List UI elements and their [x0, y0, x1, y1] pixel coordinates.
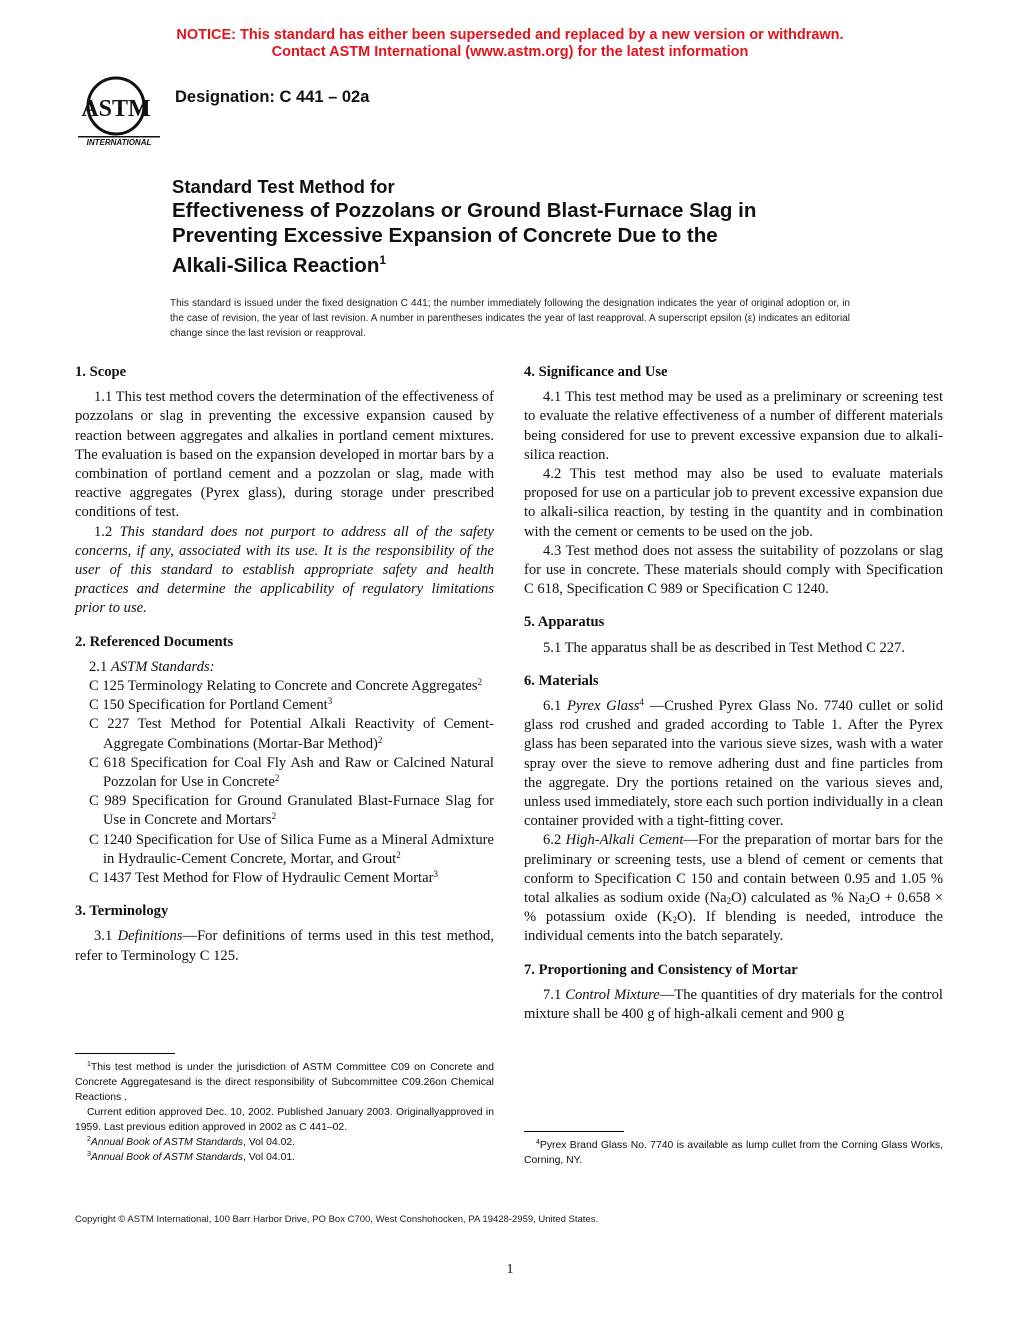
copyright-line: Copyright © ASTM International, 100 Barr Harbor Drive, PO Box C700, West Conshohocken, PA 19428-2959, United States.: [75, 1214, 599, 1225]
section-heading: 6. Materials: [524, 672, 599, 689]
defined-term: Control Mixture: [565, 986, 660, 1003]
reference-text: C 1437 Test Method for Flow of Hydraulic Cement Mortar: [89, 870, 434, 887]
section-proportioning: [524, 961, 943, 1025]
footnote: [75, 1150, 494, 1165]
footnote-mark: 4: [536, 1139, 540, 1146]
title-line-4: Alkali-Silica Reaction: [172, 254, 380, 277]
section-significance: [524, 363, 943, 599]
footnote-mark: 2: [377, 734, 383, 745]
paragraph-text: —Crushed Pyrex Glass No. 7740 cullet or solid glass rod crushed and graded according to Table 1. After the Pyrex glass has been separated into the various sieve sizes, wash with a water spray over the sieve to remove adhering dust and fine particles from the aggregate. Dry the portions retained on the various sieves and, unless used immediately, store each such portion individually in a clean container provided with a tight-fitting cover.: [524, 698, 943, 830]
footnote-mark: 2: [271, 811, 277, 822]
reference-text: C 1240 Specification for Use of Silica Fume as a Mineral Admixture in Hydraulic-Cement Concrete, Mortar, and Grout: [89, 831, 494, 867]
footnote-mark: 2: [477, 677, 483, 688]
section-heading: 3. Terminology: [75, 903, 169, 920]
logo-letters: ASTM: [81, 96, 151, 122]
footnotes-left: [75, 1053, 494, 1165]
paragraph-text: —For definitions of terms used in this test method, refer to Terminology C 125.: [75, 928, 494, 964]
footnote-mark: 2: [396, 849, 401, 860]
paragraph: 4.2 This test method may also be used to evaluate materials proposed for use on a particular job to prevent excessive expansion due to alkali-silica reaction, by testing in the quantity and in combination with the cement or cements to be used on the job.: [524, 466, 943, 540]
paragraph-text: O). If blending is needed, introduce the individual cements into the batch separately.: [524, 909, 943, 945]
paragraph: [524, 697, 943, 831]
footnote-text: , Vol 04.01.: [243, 1152, 296, 1163]
logo-subtitle: INTERNATIONAL: [86, 138, 152, 147]
section-heading: 5. Apparatus: [524, 614, 605, 631]
paragraph-number: 7.1: [543, 986, 566, 1003]
left-column: [75, 363, 494, 980]
page-number: 1: [506, 1262, 514, 1277]
notice-line-1: NOTICE: This standard has either been superseded and replaced by a new version or withdrawn.: [176, 27, 844, 43]
subsection-label: [89, 658, 494, 677]
subsection-title: ASTM Standards:: [110, 658, 215, 675]
astm-logo-icon: [76, 72, 162, 152]
reference-text: C 618 Specification for Coal Fly Ash and Raw or Calcined Natural Pozzolan for Use in Concrete: [89, 754, 494, 791]
footnote-mark: 3: [433, 869, 438, 880]
footnote-text: , Vol 04.02.: [243, 1137, 296, 1148]
title-footnote-mark: 1: [379, 253, 387, 267]
reference-text: C 989 Specification for Ground Granulated Blast-Furnace Slag for Use in Concrete and Mortars: [89, 793, 494, 829]
footnote: [524, 1138, 943, 1168]
subscript: 2: [726, 896, 732, 907]
paragraph-number: 6.2: [543, 832, 566, 849]
list-item: [75, 754, 494, 792]
footnote-text: Pyrex Brand Glass No. 7740 is available as lump cullet from the Corning Glass Works, Corning, NY.: [524, 1140, 943, 1166]
paragraph-number: 1.2: [94, 523, 120, 540]
section-terminology: [75, 902, 494, 966]
footnote-divider: [75, 1053, 175, 1054]
document-title: [172, 176, 952, 278]
defined-term: Definitions: [117, 928, 183, 945]
reference-text: C 125 Terminology Relating to Concrete and Concrete Aggregates: [89, 678, 478, 695]
paragraph-text: —The quantities of dry materials for the control mixture shall be 400 g of high-alkali cement and 900 g: [524, 986, 943, 1023]
footnote-mark: 3: [327, 696, 333, 707]
reference-text: C 227 Test Method for Potential Alkali Reactivity of Cement-Aggregate Combinations (Mortar-Bar Method): [89, 716, 494, 752]
section-heading: 2. Referenced Documents: [75, 633, 234, 650]
title-line-1: Standard Test Method for: [172, 176, 395, 197]
section-referenced-documents: [75, 633, 494, 889]
footnote-mark: 4: [639, 697, 644, 708]
notice-line-2: Contact ASTM International (www.astm.org) for the latest information: [271, 44, 749, 60]
subscript: 2: [865, 896, 870, 907]
subscript: 2: [672, 915, 677, 926]
title-line-2: Effectiveness of Pozzolans or Ground Blast-Furnace Slag in: [172, 199, 757, 222]
issuance-statement: This standard is issued under the fixed designation C 441; the number immediately following the designation indicates the year of original adoption or, in the case of revision, the year of last revision. A number in parentheses indicates the year of last reapproval. A superscript epsilon (ε) indicates an editorial change since the last revision or reapproval.: [170, 298, 850, 339]
paragraph: [524, 986, 943, 1024]
section-heading: 1. Scope: [75, 364, 127, 380]
list-item: [75, 792, 494, 830]
paragraph-text: —For the preparation of mortar bars for the preliminary or screening tests, use a blend of cement or cements that conform to Specification C 150 and contain between 0.95 and 1.05 % total alkalies as sodium oxide (Na: [524, 832, 944, 907]
list-item: [75, 869, 494, 888]
section-scope: [75, 363, 494, 619]
defined-term: High-Alkali Cement: [565, 832, 684, 849]
footnote-mark: 3: [87, 1151, 91, 1158]
paragraph: 5.1 The apparatus shall be as described in Test Method C 227.: [543, 639, 905, 656]
paragraph: [75, 927, 494, 965]
withdrawal-notice: [0, 27, 1020, 61]
list-item: [75, 677, 494, 696]
paragraph-text: O) calculated as % Na: [731, 890, 866, 907]
footnote-text: This test method is under the jurisdiction of ASTM Committee C09 on Concrete and Concrete Aggregatesand is the direct responsibility of Subcommittee C09.26on Chemical Reactions .: [75, 1062, 494, 1103]
paragraph-number: 2.1: [89, 658, 111, 675]
footnote: Current edition approved Dec. 10, 2002. Published January 2003. Originallyapproved in 1959. Last previous edition approved in 2002 as C 441–02.: [75, 1107, 494, 1133]
paragraph: [524, 831, 943, 946]
paragraph-number: 3.1: [94, 928, 118, 945]
footnote: [75, 1135, 494, 1150]
section-apparatus: [524, 613, 943, 657]
section-heading: 4. Significance and Use: [524, 364, 668, 380]
paragraph: 4.1 This test method may be used as a preliminary or screening test to evaluate the relative effectiveness of a number of different materials being considered for use to prevent excessive expansion due to alkali-silica reaction.: [524, 389, 943, 463]
reference-text: C 150 Specification for Portland Cement: [89, 697, 328, 714]
title-line-3: Preventing Excessive Expansion of Concrete Due to the: [172, 224, 718, 247]
footnote: [75, 1060, 494, 1105]
list-item: [75, 696, 494, 715]
paragraph: 1.1 This test method covers the determination of the effectiveness of pozzolans or slag in preventing the excessive expansion caused by reaction between aggregates and alkalies in portland cement mixtures. The evaluation is based on the expansion developed in mortar bars by a combination of portland cement and a pozzolan or slag, made with reactive aggregates (Pyrex glass), during storage under prescribed conditions of test.: [75, 389, 494, 521]
footnote-divider: [524, 1131, 624, 1132]
designation: Designation: C 441 – 02a: [175, 88, 370, 106]
footnotes-right: [524, 1131, 943, 1168]
section-materials: [524, 672, 943, 947]
footnote-mark: 1: [87, 1061, 91, 1068]
defined-term: Pyrex Glass: [566, 698, 640, 715]
paragraph: [75, 523, 494, 619]
right-column: [524, 363, 943, 1038]
section-heading: 7. Proportioning and Consistency of Mortar: [524, 961, 798, 978]
footnote-mark: 2: [274, 773, 280, 784]
paragraph: 4.3 Test method does not assess the suitability of pozzolans or slag for use in concrete. These materials should comply with Specification C 618, Specification C 989 or Specification C 1240.: [524, 542, 943, 598]
list-item: [75, 831, 494, 869]
caveat-text: This standard does not purport to address all of the safety concerns, if any, associated with its use. It is the responsibility of the user of this standard to establish appropriate safety and health practices and determine the applicability of regulatory limitations prior to use.: [75, 523, 494, 617]
paragraph-text: O + 0.658 × % potassium oxide (K: [524, 890, 944, 926]
paragraph-number: 6.1: [543, 698, 567, 715]
footnote-title: Annual Book of ASTM Standards: [90, 1137, 244, 1148]
footnote-mark: 2: [87, 1136, 91, 1143]
footnote-title: Annual Book of ASTM Standards: [90, 1152, 244, 1163]
list-item: [75, 715, 494, 753]
